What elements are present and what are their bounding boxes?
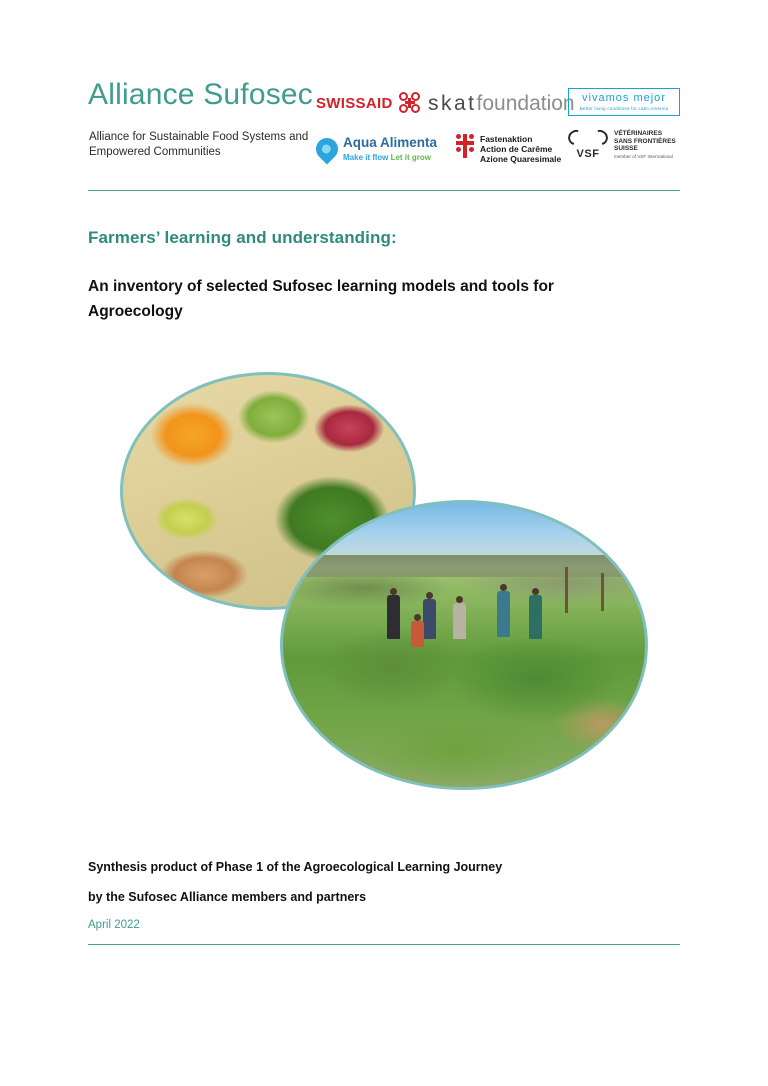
fastenaktion-line3: Azione Quaresimale — [480, 153, 562, 164]
swissaid-knot-icon — [399, 92, 421, 114]
page-subtitle: An inventory of selected Sufosec learning models and tools for Agroecology — [88, 278, 554, 320]
photo-fence-post — [565, 567, 568, 613]
skat-wordmark-light: foundation — [476, 92, 575, 115]
photo-person — [453, 603, 466, 639]
partner-logo-aqua-alimenta — [316, 134, 437, 163]
field-photo — [280, 500, 648, 790]
partner-logo-fastenaktion — [456, 134, 561, 164]
photo-fence-post — [601, 573, 604, 611]
vsf-line1: VÉTÉRINAIRES — [614, 130, 663, 137]
fastenaktion-line2: Action de Carême — [480, 143, 553, 154]
vivamos-wordmark: vivamos mejor — [582, 92, 666, 104]
aqua-tagline-blue: Make it flow — [343, 153, 389, 162]
photo-ridge — [283, 555, 645, 577]
aqua-tagline-green: Let it grow — [390, 153, 432, 162]
partner-logo-skat-foundation — [428, 92, 575, 116]
vsf-line2: SANS FRONTIÈRES — [614, 137, 676, 145]
vsf-line4: member of VSF International — [614, 153, 673, 159]
photo-person — [423, 599, 436, 639]
aqua-wordmark: Aqua Alimenta — [343, 135, 438, 150]
photo-person — [529, 595, 542, 639]
vsf-abbr: VSF — [576, 148, 600, 161]
horns-icon — [568, 130, 608, 160]
footer-divider-rule — [88, 944, 680, 945]
cross-icon — [456, 134, 474, 158]
water-drop-icon — [311, 133, 342, 164]
header-divider-rule — [88, 190, 680, 191]
photo-person — [387, 595, 400, 639]
photo-person — [497, 591, 510, 637]
footer-line-1: Synthesis product of Phase 1 of the Agroecological Learning Journey — [88, 860, 503, 874]
fastenaktion-line1: Fastenaktion — [480, 134, 533, 144]
skat-wordmark-bold: skat — [428, 92, 477, 115]
page-title: Farmers’ learning and understanding: — [88, 228, 397, 247]
vivamos-tagline: Better living conditions for Latin America — [579, 106, 669, 111]
photo-person — [411, 621, 424, 647]
partner-logo-vivamos-mejor — [568, 88, 680, 116]
swissaid-wordmark: SWISSAID — [316, 94, 393, 112]
partner-logo-vsf — [568, 130, 676, 160]
vsf-line3: SUISSE — [614, 145, 638, 153]
brand-subtitle: Alliance for Sustainable Food Systems and Empowered Communities — [89, 131, 309, 158]
partner-logo-swissaid — [316, 92, 421, 114]
header-logo-bar — [88, 78, 680, 178]
photo-sky — [283, 503, 645, 561]
footer-line-2: by the Sufosec Alliance members and partners — [88, 890, 367, 904]
brand-title: Alliance Sufosec — [88, 78, 313, 111]
footer-date: April 2022 — [88, 919, 140, 931]
